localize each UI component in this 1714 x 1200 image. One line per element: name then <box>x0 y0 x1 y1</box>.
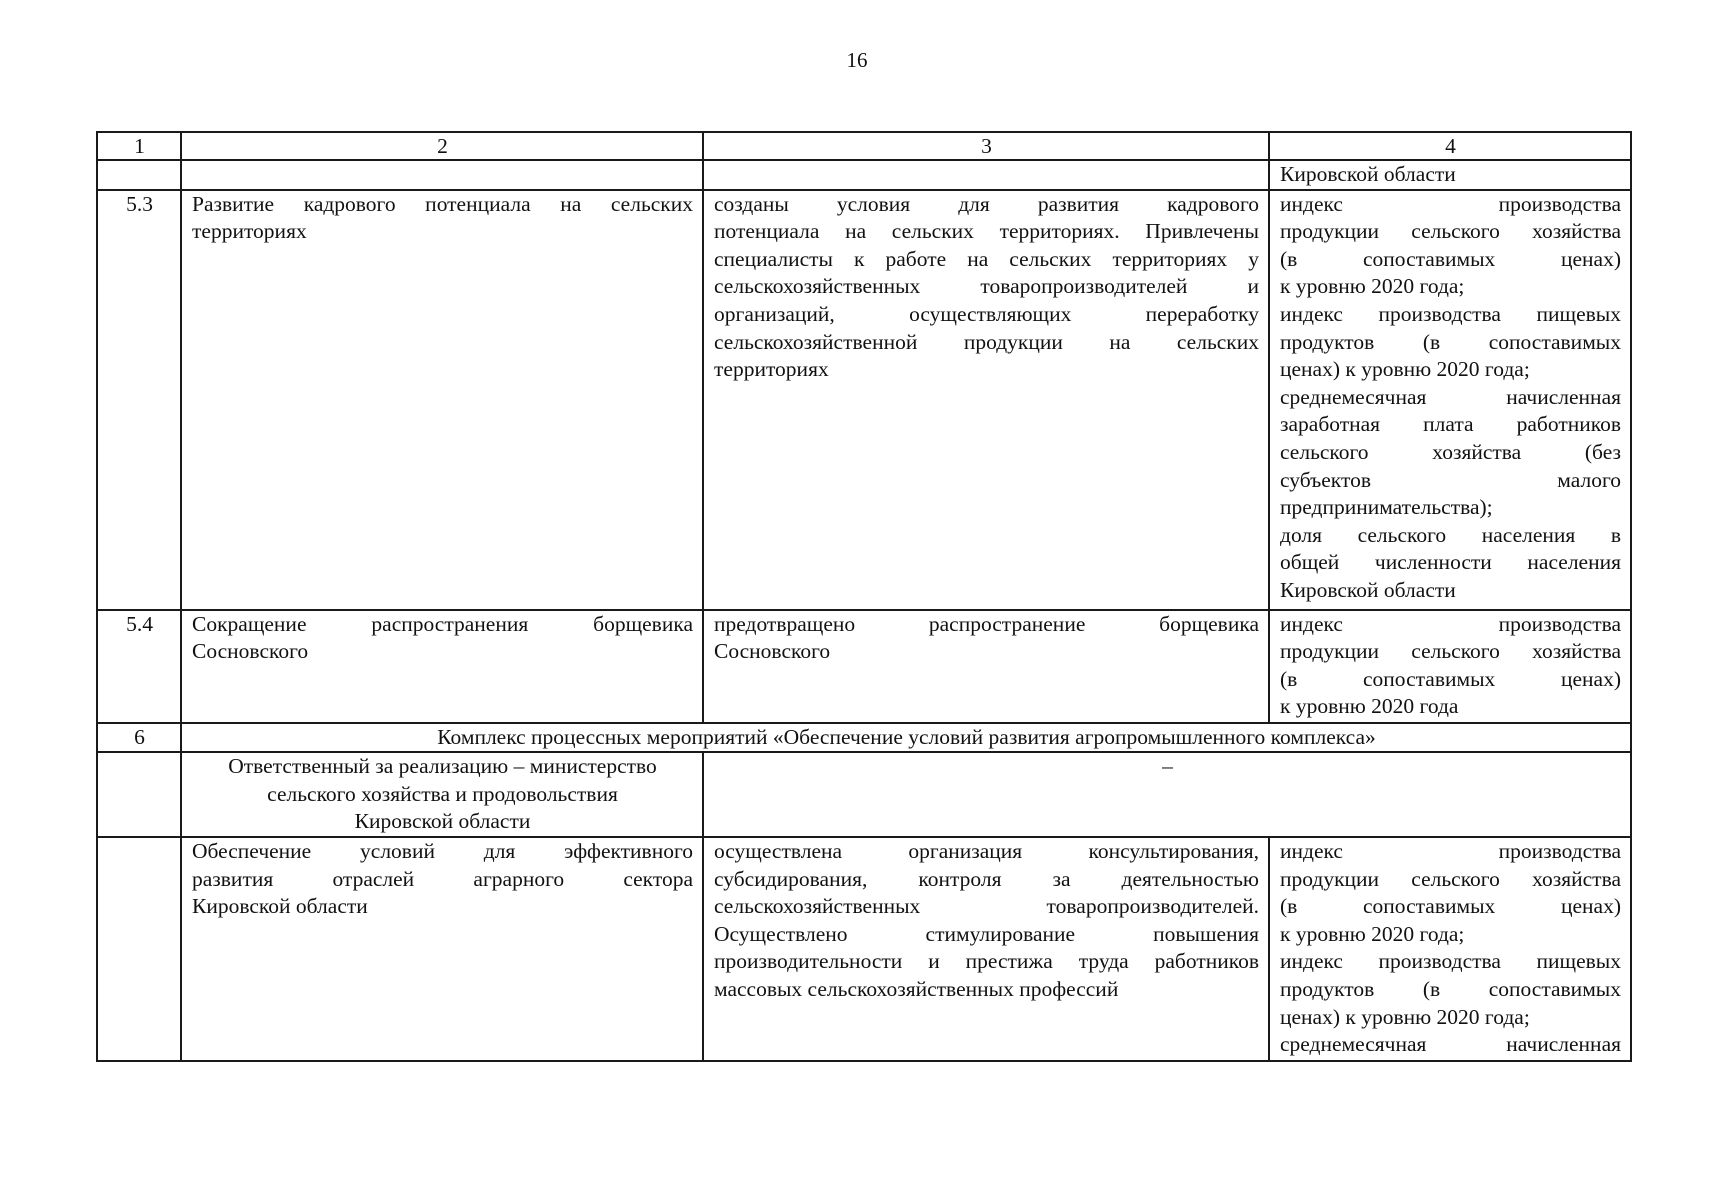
table-row-last <box>97 837 1631 1061</box>
table-row-5-4 <box>97 610 1631 723</box>
cell-indicators <box>1269 190 1631 610</box>
indicator-line: индекс производства <box>1280 838 1621 863</box>
text-line: Сосновского <box>714 639 831 664</box>
indicator-line: индекс производства <box>1280 611 1621 636</box>
indicator-line: продукции сельского хозяйства <box>1280 219 1621 244</box>
text-line: Кировской области <box>192 894 368 919</box>
indicator-line: индекс производства <box>1280 191 1621 216</box>
indicator-line: среднемесячная начисленная <box>1280 384 1621 409</box>
indicator-line: ценах) к уровню 2020 года; <box>1280 357 1530 382</box>
indicator-line: к уровню 2020 года; <box>1280 921 1465 946</box>
indicator-line: Кировской области <box>1280 577 1456 602</box>
text-line: развития отраслей аграрного сектора <box>192 866 693 891</box>
indicator-line: общей численности населения <box>1280 550 1621 575</box>
indicator-line: продуктов (в сопоставимых <box>1280 329 1621 354</box>
row-number: 5.3 <box>97 190 181 610</box>
cell-event <box>181 610 703 723</box>
row-number: 5.4 <box>97 610 181 723</box>
text-line: Развитие кадрового потенциала на сельских <box>192 191 693 216</box>
section-title: Комплекс процессных мероприятий «Обеспечение условий развития агропромышленного комплекса» <box>181 723 1631 753</box>
header-cell-2: 2 <box>181 132 703 160</box>
page-number: 16 <box>846 48 868 72</box>
header-cell-1: 1 <box>97 132 181 160</box>
text-line: Ответственный за реализацию – министерство <box>228 754 657 779</box>
indicator-line: ценах) к уровню 2020 года; <box>1280 1004 1530 1029</box>
cell-result <box>703 610 1269 723</box>
row-number: 6 <box>97 723 181 753</box>
text-line: Обеспечение условий для эффективного <box>192 838 693 863</box>
text-line: Сосновского <box>192 639 309 664</box>
cell-event <box>181 837 703 1061</box>
table-row-6 <box>97 723 1631 753</box>
cell-responsible <box>181 752 703 837</box>
text-line: осуществлена организация консультирования, <box>714 838 1259 863</box>
cell-indicators <box>1269 837 1631 1061</box>
text-line: специалисты к работе на сельских территориях у <box>714 246 1259 271</box>
indicator-line: среднемесячная начисленная <box>1280 1032 1621 1057</box>
cell-num <box>97 752 181 837</box>
indicator-line: (в сопоставимых ценах) <box>1280 894 1621 919</box>
indicator-line: субъектов малого <box>1280 467 1621 492</box>
text-line: производительности и престижа труда работников <box>714 949 1259 974</box>
indicator-line: предпринимательства); <box>1280 495 1493 520</box>
cell-dash: – <box>703 752 1631 837</box>
indicator-line: доля сельского населения в <box>1280 522 1621 547</box>
text-line: субсидирования, контроля за деятельностью <box>714 866 1259 891</box>
indicator-line: продукции сельского хозяйства <box>1280 866 1621 891</box>
text-line: сельскохозяйственной продукции на сельских <box>714 329 1259 354</box>
text-line: Кировской области <box>354 809 531 834</box>
indicator-line: к уровню 2020 года <box>1280 694 1459 719</box>
indicator-line: к уровню 2020 года; <box>1280 274 1465 299</box>
text-line: Осуществлено стимулирование повышения <box>714 921 1259 946</box>
cell-num <box>97 160 181 190</box>
indicator-line: продуктов (в сопоставимых <box>1280 976 1621 1001</box>
table-row-responsible <box>97 752 1631 837</box>
indicator-line: продукции сельского хозяйства <box>1280 639 1621 664</box>
table-row-continuation <box>97 160 1631 190</box>
indicator-line: (в сопоставимых ценах) <box>1280 246 1621 271</box>
cell-event <box>181 190 703 610</box>
text-line: сельскохозяйственных товаропроизводителей и <box>714 274 1259 299</box>
cell-indicators <box>1269 160 1631 190</box>
text-line: массовых сельскохозяйственных профессий <box>714 976 1119 1001</box>
cell-result <box>703 190 1269 610</box>
text-line: сельского хозяйства и продовольствия <box>267 781 618 806</box>
table-row-5-3 <box>97 190 1631 610</box>
indicator-line: заработная плата работников <box>1280 412 1621 437</box>
indicator-line: сельского хозяйства (без <box>1280 439 1621 464</box>
text-line: территориях <box>714 357 829 382</box>
text-line: созданы условия для развития кадрового <box>714 191 1259 216</box>
indicator-line: индекс производства пищевых <box>1280 301 1621 326</box>
indicator-line: (в сопоставимых ценах) <box>1280 666 1621 691</box>
text-line: потенциала на сельских территориях. Привлечены <box>714 219 1259 244</box>
text-line: Сокращение распространения борщевика <box>192 611 693 636</box>
text-line: организаций, осуществляющих переработку <box>714 301 1259 326</box>
header-cell-3: 3 <box>703 132 1269 160</box>
cell-result <box>703 160 1269 190</box>
cell-event <box>181 160 703 190</box>
header-cell-4: 4 <box>1269 132 1631 160</box>
cell-result <box>703 837 1269 1061</box>
program-table <box>96 131 1632 1062</box>
cell-num <box>97 837 181 1061</box>
text-line: территориях <box>192 219 307 244</box>
indicator-line: индекс производства пищевых <box>1280 949 1621 974</box>
cell-indicators <box>1269 610 1631 723</box>
table-header-row <box>97 132 1631 160</box>
text-line: сельскохозяйственных товаропроизводителей. <box>714 894 1259 919</box>
indicator-line: Кировской области <box>1280 162 1456 186</box>
text-line: предотвращено распространение борщевика <box>714 611 1259 636</box>
